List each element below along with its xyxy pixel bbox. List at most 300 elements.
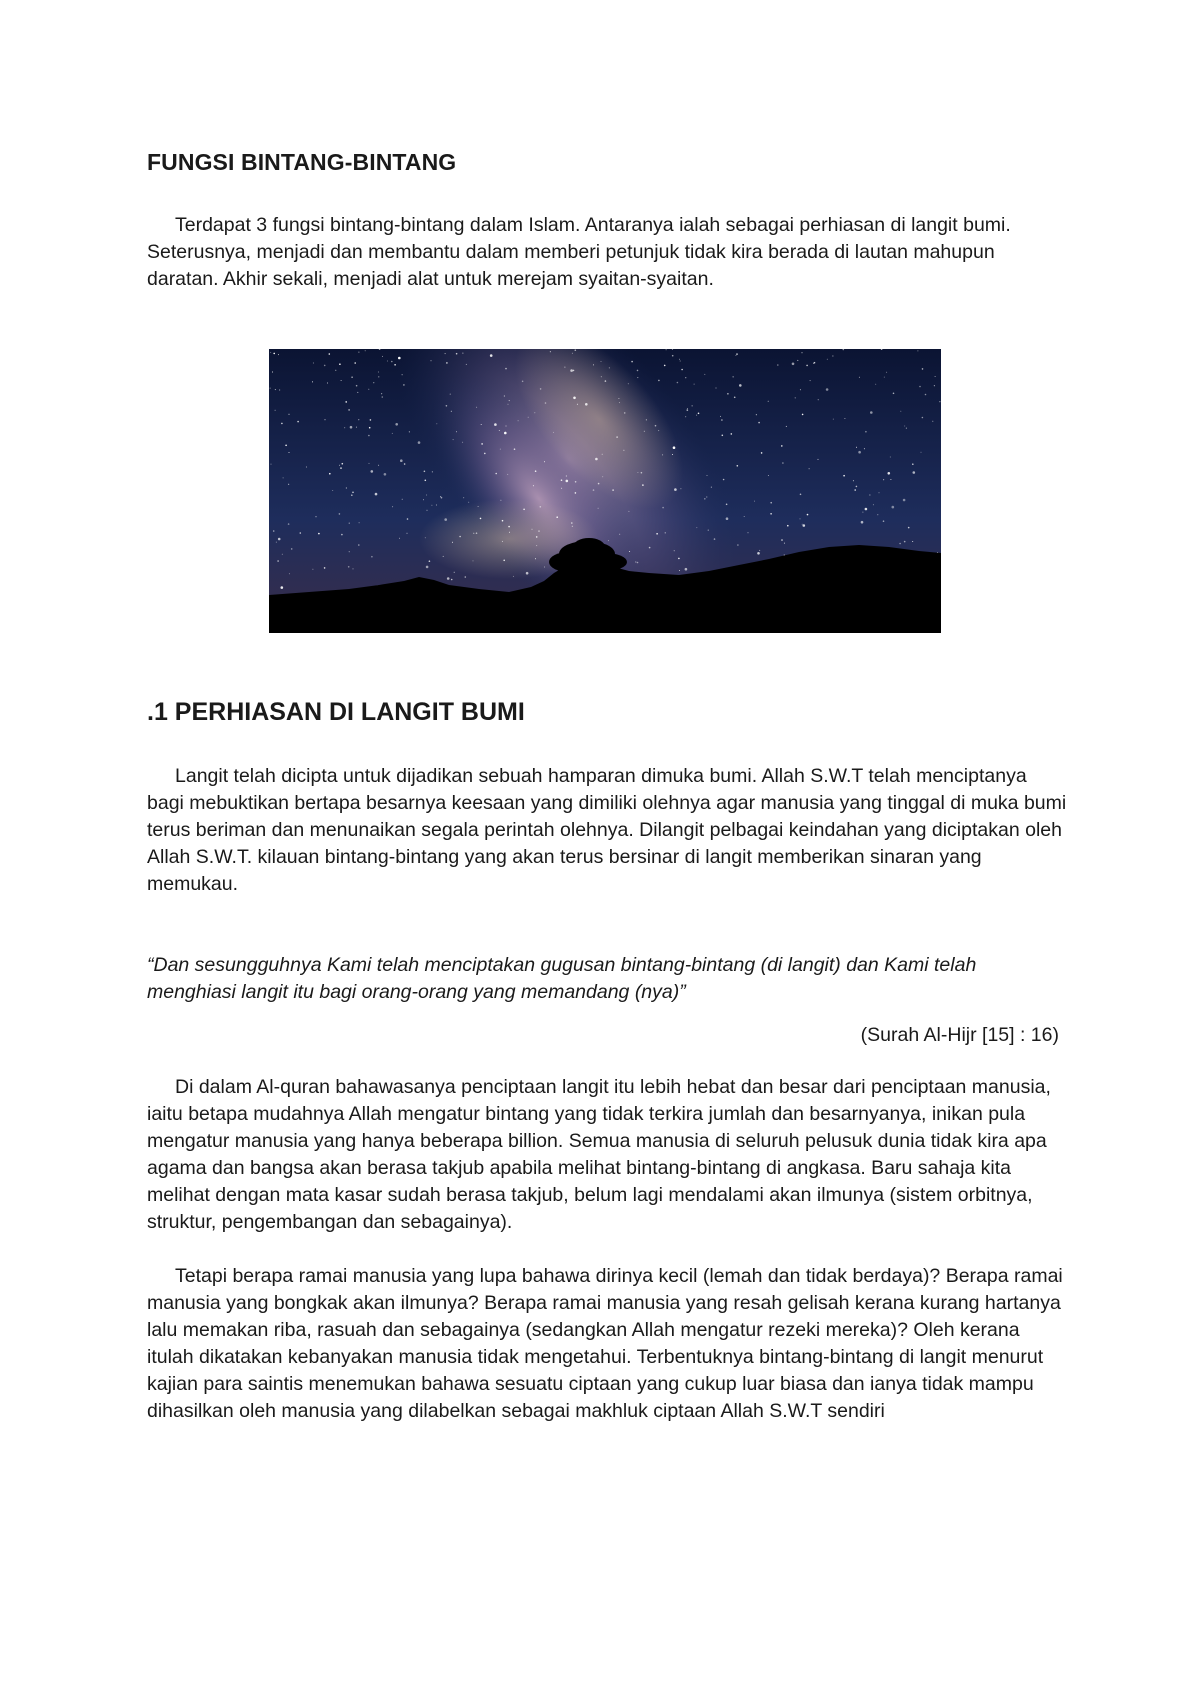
star <box>733 376 734 377</box>
star <box>272 372 273 373</box>
star <box>875 384 876 385</box>
star <box>802 352 803 353</box>
star <box>903 499 906 502</box>
star <box>810 380 811 381</box>
star <box>698 413 700 415</box>
star <box>833 419 834 420</box>
star <box>672 454 673 455</box>
star <box>465 576 467 578</box>
star <box>426 566 429 569</box>
star <box>781 445 783 447</box>
star <box>356 427 357 428</box>
star <box>400 459 403 462</box>
star <box>913 471 916 474</box>
star <box>655 425 657 427</box>
star <box>858 451 861 454</box>
star <box>357 392 358 393</box>
star <box>462 442 463 443</box>
star <box>544 461 545 462</box>
star <box>912 463 914 465</box>
star <box>505 368 507 370</box>
star <box>877 514 878 515</box>
star <box>809 468 810 469</box>
star <box>381 393 382 394</box>
star <box>553 432 554 433</box>
star <box>694 384 695 385</box>
star <box>735 355 736 356</box>
star <box>726 504 728 506</box>
star <box>341 380 342 381</box>
document-title: FUNGSI BINTANG-BINTANG <box>147 149 457 175</box>
star <box>271 464 272 465</box>
star <box>572 353 573 354</box>
star <box>601 361 602 362</box>
star <box>893 393 895 395</box>
star <box>407 533 408 534</box>
star <box>349 551 350 552</box>
star <box>392 433 393 434</box>
star <box>784 555 785 556</box>
star <box>886 372 887 373</box>
star <box>532 529 533 530</box>
section-heading: .1 PERHIASAN DI LANGIT BUMI <box>147 698 525 726</box>
star <box>906 428 907 429</box>
star <box>593 489 595 491</box>
star <box>628 511 629 512</box>
star <box>429 560 431 562</box>
star <box>329 473 331 475</box>
star <box>373 382 374 383</box>
star <box>391 361 393 363</box>
star <box>536 545 537 546</box>
star <box>454 572 455 573</box>
star <box>270 352 271 353</box>
star <box>500 500 501 501</box>
star <box>291 548 293 550</box>
star <box>514 448 516 450</box>
star <box>484 453 486 455</box>
star <box>770 513 772 515</box>
star <box>535 558 536 559</box>
star <box>939 401 940 402</box>
star <box>507 474 508 475</box>
star <box>768 475 769 476</box>
star <box>832 356 833 357</box>
star <box>666 349 667 350</box>
star <box>598 483 600 485</box>
star <box>277 560 279 562</box>
star <box>353 568 354 569</box>
star <box>508 404 509 405</box>
star <box>371 556 373 558</box>
star <box>351 494 353 496</box>
star <box>624 412 626 414</box>
star <box>459 536 461 538</box>
star <box>869 495 870 496</box>
star <box>917 350 918 351</box>
star <box>452 542 453 543</box>
star <box>502 541 503 542</box>
star <box>756 414 757 415</box>
star <box>270 388 271 389</box>
star <box>443 556 444 557</box>
star <box>446 405 448 407</box>
star <box>494 423 497 426</box>
star <box>285 445 287 447</box>
star <box>281 423 283 425</box>
star <box>571 522 573 524</box>
star <box>722 435 724 437</box>
star <box>342 463 344 465</box>
star <box>462 353 463 354</box>
star <box>306 467 307 468</box>
star <box>656 533 658 535</box>
star <box>561 488 562 489</box>
star <box>358 419 359 420</box>
star <box>573 397 576 400</box>
star <box>359 522 360 523</box>
star <box>865 508 868 511</box>
star <box>273 353 275 355</box>
star <box>635 562 636 563</box>
star <box>716 388 717 389</box>
star <box>843 475 845 477</box>
star <box>720 416 721 417</box>
section-paragraph-3: Tetapi berapa ramai manusia yang lupa bahawa dirinya kecil (lemah dan tidak berdaya)? Berapa ramai manusia yang bongkak akan ilmunya? Berapa ramai manusia yang resah gelisah kerana kurang hartanya lalu memakan riba, rasuah dan sebagainya (sedangkan Allah mengatur rezeki mereka)? Oleh kerana itulah dikatakan kebanyakan manusia tidak mengetahui. Terbentuknya bintang-bintang di langit menurut kajian para saintis menemukan bahawa sesuatu ciptaan yang cukup luar biasa dan ianya tidak mampu dihasilkan oleh manusia yang dilabelkan sebagai makhluk ciptaan Allah S.W.T sendiri <box>147 1265 1063 1422</box>
document-body <box>147 148 1067 1425</box>
star <box>348 409 350 411</box>
star <box>564 367 565 368</box>
star <box>339 513 341 515</box>
star <box>561 479 563 481</box>
star <box>662 454 663 455</box>
star <box>446 362 448 364</box>
star <box>726 517 729 520</box>
star <box>505 432 506 433</box>
star <box>500 449 501 450</box>
star <box>681 369 683 371</box>
star <box>800 518 801 519</box>
star <box>784 543 785 544</box>
star <box>431 505 432 506</box>
star <box>637 370 639 372</box>
star <box>281 586 284 589</box>
star <box>371 470 374 473</box>
star <box>759 550 760 551</box>
star <box>792 363 795 366</box>
star <box>450 394 451 395</box>
star <box>685 416 686 417</box>
star <box>394 364 396 366</box>
star <box>572 526 573 527</box>
star <box>447 577 450 580</box>
star <box>904 541 906 543</box>
star <box>708 530 709 531</box>
star <box>329 353 331 355</box>
star <box>425 537 426 538</box>
star <box>795 397 796 398</box>
star <box>856 447 857 448</box>
star <box>925 394 927 396</box>
star <box>727 393 729 395</box>
star <box>781 539 783 541</box>
star <box>358 544 360 546</box>
star <box>453 439 454 440</box>
star <box>407 518 409 520</box>
star <box>509 400 510 401</box>
star <box>495 473 497 475</box>
star <box>818 459 819 460</box>
star <box>696 527 697 528</box>
star <box>545 402 547 404</box>
star <box>378 465 379 466</box>
star <box>476 407 477 408</box>
star <box>476 532 478 534</box>
star <box>637 472 638 473</box>
star <box>674 550 675 551</box>
star <box>806 365 808 367</box>
star <box>721 419 723 421</box>
star <box>300 532 302 534</box>
star <box>451 579 453 581</box>
star <box>575 481 577 483</box>
star <box>644 431 645 432</box>
star <box>387 361 388 362</box>
star <box>658 380 660 382</box>
star <box>711 487 712 488</box>
star <box>570 369 573 372</box>
star <box>356 385 358 387</box>
star <box>883 520 885 522</box>
star <box>409 431 410 432</box>
star <box>807 514 809 516</box>
star <box>312 381 313 382</box>
star <box>687 409 689 411</box>
star <box>513 576 514 577</box>
star <box>509 532 510 533</box>
star <box>425 480 427 482</box>
star <box>345 401 347 403</box>
star <box>426 495 427 496</box>
milky-way-photo <box>269 349 941 633</box>
star <box>490 354 493 357</box>
star <box>754 501 755 502</box>
star <box>375 493 378 496</box>
star <box>912 541 913 542</box>
star <box>890 479 891 480</box>
star <box>478 506 479 507</box>
star <box>473 560 474 561</box>
star <box>466 364 467 365</box>
star <box>665 532 666 533</box>
star <box>892 506 895 509</box>
star <box>862 512 863 513</box>
star <box>861 521 864 524</box>
star <box>649 547 651 549</box>
star <box>378 376 379 377</box>
star <box>685 568 688 571</box>
star <box>403 384 405 386</box>
intro-paragraph: Terdapat 3 fungsi bintang-bintang dalam Islam. Antaranya ialah sebagai perhiasan di langit bumi. Seterusnya, menjadi dan membantu dalam memberi petunjuk tidak kira berada di lautan mahupun daratan. Akhir sekali, menjadi alat untuk merejam syaitan-syaitan. <box>147 214 1011 290</box>
star <box>368 435 370 437</box>
star <box>704 498 706 500</box>
star <box>523 509 525 511</box>
star <box>378 372 379 373</box>
star <box>540 506 542 508</box>
star <box>714 538 716 540</box>
star <box>508 526 510 528</box>
star <box>854 489 856 491</box>
star <box>575 349 577 351</box>
star <box>932 421 933 422</box>
star <box>761 452 763 454</box>
star <box>612 489 614 491</box>
star <box>585 403 588 406</box>
star <box>734 397 736 399</box>
star <box>324 567 326 569</box>
star <box>349 523 350 524</box>
star <box>504 396 505 397</box>
star <box>436 505 437 506</box>
star <box>344 427 345 428</box>
star <box>602 476 603 477</box>
star <box>595 458 598 461</box>
star <box>348 566 350 568</box>
star <box>692 405 693 406</box>
star <box>646 419 647 420</box>
star <box>402 374 403 375</box>
star <box>404 463 406 465</box>
star <box>744 516 745 517</box>
star <box>853 480 854 481</box>
star <box>679 359 680 360</box>
star <box>921 452 922 453</box>
star <box>341 534 343 536</box>
star <box>463 497 464 498</box>
star <box>506 426 507 427</box>
star <box>288 484 289 485</box>
star <box>418 441 421 444</box>
star <box>864 448 865 449</box>
star <box>704 374 705 375</box>
star <box>748 532 749 533</box>
star <box>544 567 545 568</box>
star <box>935 376 936 377</box>
star <box>883 479 884 480</box>
star <box>526 572 529 575</box>
star <box>278 354 279 355</box>
star <box>432 471 433 472</box>
star <box>827 359 828 360</box>
star <box>399 538 400 539</box>
star <box>787 525 789 527</box>
star <box>522 381 524 383</box>
star <box>731 433 733 435</box>
star <box>777 364 779 366</box>
star <box>678 558 680 560</box>
star <box>908 527 910 529</box>
star <box>456 353 458 355</box>
star <box>802 414 804 416</box>
quran-quote: “Dan sesungguhnya Kami telah menciptakan gugusan bintang-bintang (di langit) dan Kami telah menghiasi langit itu bagi orang-orang yang memandang (nya)” <box>147 954 977 1003</box>
star <box>566 476 567 477</box>
star <box>340 467 342 469</box>
star <box>503 560 505 562</box>
star <box>873 504 874 505</box>
star <box>313 363 314 364</box>
star <box>533 485 534 486</box>
star <box>679 570 680 571</box>
star <box>556 516 558 518</box>
star <box>723 479 725 481</box>
star <box>275 389 276 390</box>
star <box>768 401 769 402</box>
star <box>368 389 369 390</box>
star <box>844 418 845 419</box>
star <box>289 452 290 453</box>
star <box>642 484 644 486</box>
star <box>518 420 519 421</box>
star <box>890 457 891 458</box>
star <box>687 408 688 409</box>
star <box>335 370 336 371</box>
star <box>739 384 742 387</box>
star <box>324 365 326 367</box>
star <box>481 443 483 445</box>
star <box>289 414 290 415</box>
star <box>354 362 356 364</box>
star <box>865 431 867 433</box>
star <box>884 377 885 378</box>
star <box>922 417 924 419</box>
star <box>593 364 594 365</box>
star <box>602 454 603 455</box>
star <box>332 490 333 491</box>
star <box>664 365 666 367</box>
star <box>696 415 697 416</box>
star <box>601 376 602 377</box>
star <box>370 419 372 421</box>
star <box>468 502 469 503</box>
star <box>786 426 787 427</box>
star <box>888 472 891 475</box>
star <box>456 431 457 432</box>
star <box>297 421 299 423</box>
star <box>350 426 353 429</box>
star <box>427 510 428 511</box>
star <box>444 518 447 521</box>
star <box>382 396 384 398</box>
star <box>608 540 609 541</box>
star <box>706 497 707 498</box>
star <box>619 402 620 403</box>
star <box>402 499 403 500</box>
star <box>288 523 290 525</box>
star <box>934 385 935 386</box>
star <box>382 356 383 357</box>
star <box>534 412 535 413</box>
star <box>275 410 276 411</box>
star <box>365 350 366 351</box>
star <box>800 389 801 390</box>
star <box>680 488 681 489</box>
star <box>369 463 370 464</box>
star <box>535 470 537 472</box>
star <box>616 436 618 438</box>
star <box>758 422 760 424</box>
star <box>384 473 387 476</box>
section-paragraph-1: Langit telah dicipta untuk dijadikan sebuah hamparan dimuka bumi. Allah S.W.T telah menciptanya bagi mebuktikan bertapa besarnya keesaan yang dimiliki olehnya agar manusia yang tinggal di muka bumi terus beriman dan menunaikan segala perintah olehnya. Dilangit pelbagai keindahan yang diciptakan oleh Allah S.W.T. kilauan bintang-bintang yang akan terus bersinar di langit memberikan sinaran yang memukau. <box>147 765 1067 895</box>
